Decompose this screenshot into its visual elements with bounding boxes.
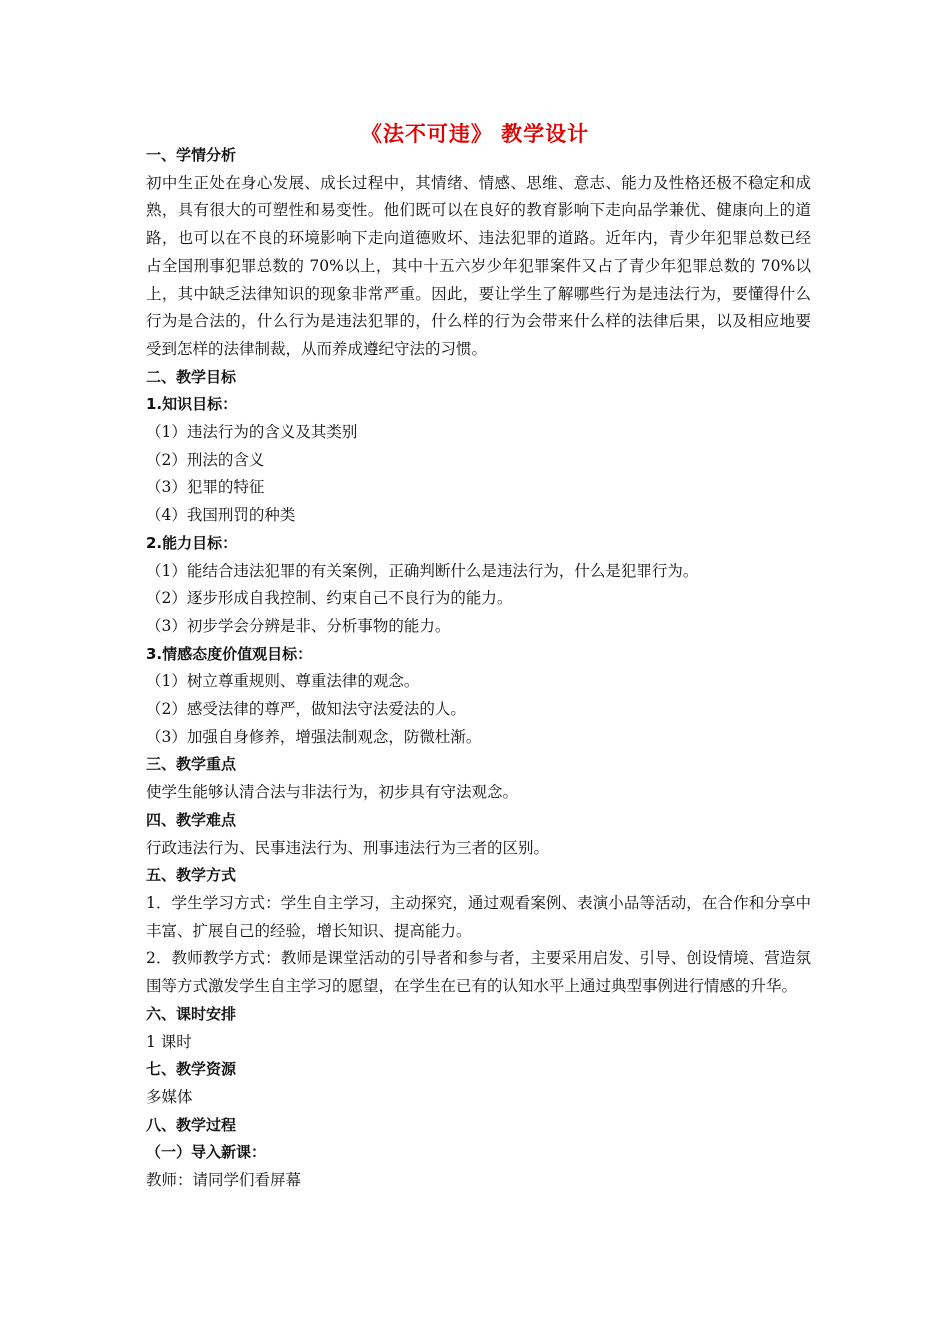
section-text-7: 多媒体 [146, 1087, 193, 1106]
section-heading-4: 四、教学难点 [146, 810, 237, 829]
section-text-1: 初中生正处在身心发展、成长过程中，其情绪、情感、思维、意志、能力及性格还极不稳定和成熟，具有很大的可塑性和易变性。他们既可以在良好的教育影响下走向品学兼优、健康向上的道路，也可以在不良的环境影响下走向道德败坏、违法犯罪的道路。近年内，青少年犯罪总数已经占全国刑事犯罪总数的 70%以上，其中十五六岁少年犯罪案件又占了青少年犯罪总数的 70%以上，其中缺乏法律知识的现象非常严重。因此，要让学生了解哪些行为是违法行为，要懂得什么行为是合法的，什么行为是违法犯罪的，什么样的行为会带来什么样的法律后果，以及相应地要受到怎样的法律制裁，从而养成遵纪守法的习惯。 [146, 173, 811, 358]
section-heading-5: 五、教学方式 [146, 866, 237, 885]
section-heading-8: 八、教学过程 [146, 1115, 237, 1134]
subsection-heading-values: 3.情感态度价值观目标： [146, 644, 313, 663]
section-heading-7: 七、教学资源 [146, 1060, 237, 1079]
list-item: （1）树立尊重规则、尊重法律的观念。 [146, 672, 420, 691]
section-text-5-student: 1．学生学习方式：学生自主学习，主动探究，通过观看案例、表演小品等活动，在合作和分享中丰富、扩展自己的经验，增长知识、提高能力。 [146, 893, 811, 940]
section-text-3: 使学生能够认清合法与非法行为，初步具有守法观念。 [146, 783, 519, 802]
section-text-6: 1 课时 [146, 1032, 192, 1051]
list-item: （3）初步学会分辨是非、分析事物的能力。 [146, 616, 451, 635]
section-text-5-teacher: 2．教师教学方式：教师是课堂活动的引导者和参与者，主要采用启发、引导、创设情境、营造氛围等方式激发学生自主学习的愿望，在学生在已有的认知水平上通过典型事例进行情感的升华。 [146, 949, 811, 996]
section-heading-6: 六、课时安排 [146, 1004, 237, 1023]
list-item: （3）加强自身修养，增强法制观念，防微杜渐。 [146, 727, 482, 746]
document-title: 《法不可违》 教学设计 [360, 121, 590, 146]
document-body [146, 142, 811, 1195]
list-item: （2）感受法律的尊严，做知法守法爱法的人。 [146, 700, 466, 719]
list-item: （1）违法行为的含义及其类别 [146, 423, 358, 442]
list-item: （3）犯罪的特征 [146, 478, 265, 497]
subsection-heading-knowledge: 1.知识目标： [146, 395, 238, 414]
section-heading-3: 三、教学重点 [146, 755, 237, 774]
section-text-8: 教师：请同学们看屏幕 [146, 1171, 302, 1190]
list-item: （2）刑法的含义 [146, 450, 265, 469]
list-item: （4）我国刑罚的种类 [146, 506, 296, 525]
list-item: （1）能结合违法犯罪的有关案例，正确判断什么是违法行为，什么是犯罪行为。 [146, 561, 699, 580]
subsection-heading-intro: （一）导入新课： [146, 1143, 267, 1162]
subsection-heading-ability: 2.能力目标： [146, 533, 238, 552]
list-item: （2）逐步形成自我控制、约束自己不良行为的能力。 [146, 589, 513, 608]
section-heading-2: 二、教学目标 [146, 367, 237, 386]
section-text-4: 行政违法行为、民事违法行为、刑事违法行为三者的区别。 [146, 838, 550, 857]
section-heading-1: 一、学情分析 [146, 146, 237, 164]
